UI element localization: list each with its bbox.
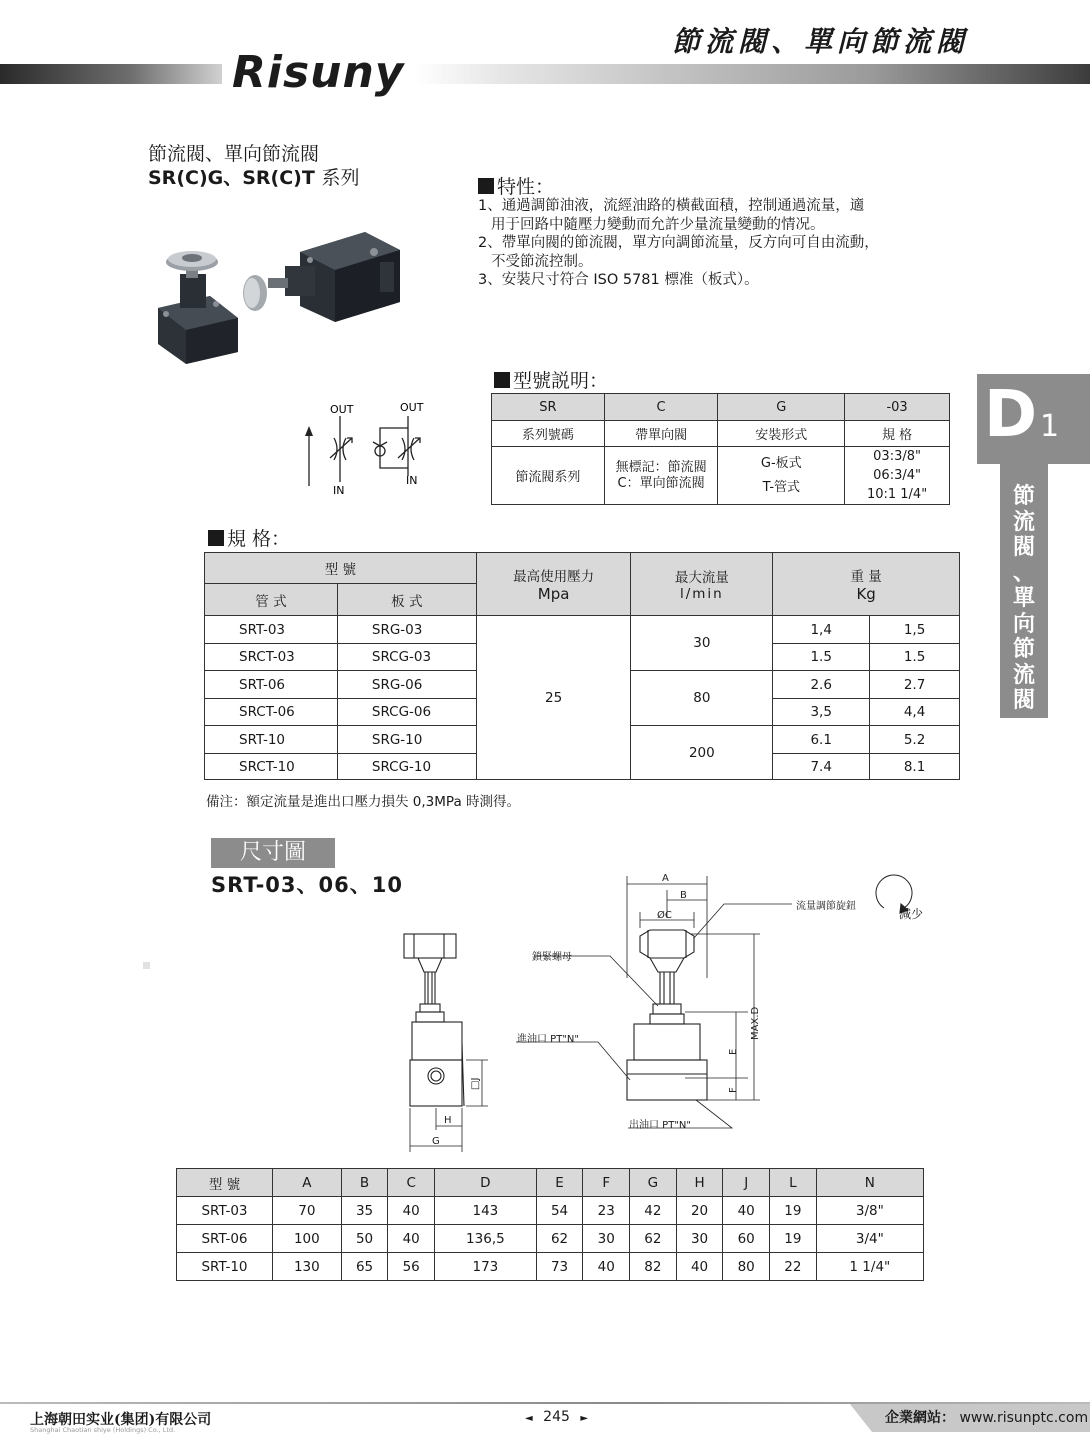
flow-direction-arrow-icon — [305, 426, 313, 486]
cell-weight: 1.5 — [773, 644, 870, 671]
label-cell: 安裝形式 — [718, 421, 845, 447]
tab-char: 單 — [1012, 586, 1035, 611]
product-photo — [150, 222, 410, 367]
table-row — [177, 1253, 924, 1281]
tab-char: 、 — [1012, 560, 1035, 586]
dim-cell: 100 — [273, 1225, 342, 1253]
dim-header-row — [177, 1169, 924, 1197]
dim-cell: 40 — [583, 1253, 630, 1281]
dim-cell: 70 — [273, 1197, 342, 1225]
dim-header-cell: L — [770, 1169, 817, 1197]
header-pressure — [476, 553, 631, 616]
cell-flow: 30 — [631, 616, 773, 671]
side-stem — [416, 972, 444, 1022]
model-label-row — [492, 421, 950, 447]
tab-char: 流 — [1012, 662, 1035, 688]
dim-cell: 3/4" — [816, 1225, 923, 1253]
dim-cell: 62 — [630, 1225, 677, 1253]
valve-large-image — [243, 232, 400, 322]
dim-cell: 30 — [676, 1225, 723, 1253]
symbol-out-right: OUT — [400, 401, 424, 414]
header-line: Mpa — [537, 585, 570, 603]
dim-cell: 82 — [630, 1253, 677, 1281]
header-line: 最高使用壓力 — [513, 569, 595, 585]
cell-pipe: SRT-10 — [205, 726, 338, 754]
cell-flow: 80 — [631, 671, 773, 726]
side-body — [410, 1022, 464, 1106]
dim-cell: 40 — [388, 1225, 435, 1253]
code-cell: -03 — [845, 394, 950, 421]
dim-cell: 50 — [341, 1225, 388, 1253]
series-suffix: 系列 — [321, 167, 360, 189]
features-heading-text: 特性： — [497, 176, 555, 198]
cell-weight: 8.1 — [870, 754, 960, 780]
dim-header-cell: B — [341, 1169, 388, 1197]
front-dimension-lines — [627, 876, 760, 1100]
next-page-icon[interactable]: ► — [580, 1413, 589, 1424]
header-line: 重 量 — [850, 569, 882, 585]
dim-header-cell: A — [273, 1169, 342, 1197]
feature-line: 3、安裝尺寸符合 ISO 5781 標准（板式）。 — [478, 272, 759, 288]
front-knob — [640, 930, 694, 972]
dim-label-f: F — [728, 1087, 739, 1093]
dimension-table — [176, 1168, 924, 1281]
dim-cell: 1 1/4" — [816, 1253, 923, 1281]
cell-weight: 7.4 — [773, 754, 870, 780]
cell-plate: SRCG-06 — [337, 699, 476, 726]
decrease-label: 減少 — [899, 907, 924, 921]
feature-line: 2、帶單向閥的節流閥，單方向調節流量，反方向可自由流動， — [478, 235, 879, 251]
model-code-row — [492, 394, 950, 421]
page-title: 節流閥、單向節流閥 — [672, 25, 970, 58]
dim-cell: 65 — [341, 1253, 388, 1281]
desc-line: T-管式 — [762, 479, 801, 495]
features-list — [478, 197, 918, 290]
cell-pipe: SRCT-06 — [205, 699, 338, 726]
dim-header-cell: C — [388, 1169, 435, 1197]
dim-cell: SRT-10 — [177, 1253, 273, 1281]
feature-item — [478, 234, 918, 271]
dim-cell: SRT-03 — [177, 1197, 273, 1225]
section-letter: D — [984, 378, 1038, 452]
spec-table — [204, 552, 960, 780]
dim-header-cell: H — [676, 1169, 723, 1197]
dim-cell: 73 — [536, 1253, 583, 1281]
footer-company-en: Shanghai Chaotian shiye (Holdings) Co., Ltd. — [30, 1426, 176, 1434]
brand-logo: Risuny — [222, 48, 414, 98]
dimension-subtitle: SRT-03、06、10 — [211, 873, 403, 897]
dim-cell: 19 — [770, 1197, 817, 1225]
header-plate: 板 式 — [337, 584, 476, 616]
dim-cell: 56 — [388, 1253, 435, 1281]
dim-cell: SRT-06 — [177, 1225, 273, 1253]
dim-header-cell: N — [816, 1169, 923, 1197]
dim-cell: 23 — [583, 1197, 630, 1225]
cell-plate: SRG-06 — [337, 671, 476, 699]
header-line: Kg — [856, 585, 876, 603]
cell-plate: SRG-03 — [337, 616, 476, 644]
symbol-in-left: IN — [333, 484, 345, 497]
desc-line: 10:1 1/4" — [866, 487, 928, 502]
table-row — [177, 1197, 924, 1225]
dim-label-j: □J — [470, 1077, 481, 1090]
symbol-out-left: OUT — [330, 403, 354, 416]
inlet-label: 進油口 PT"N" — [517, 1034, 579, 1045]
cell-weight: 2.7 — [870, 671, 960, 699]
model-code-heading-text: 型號説明： — [513, 370, 609, 392]
table-row — [177, 1225, 924, 1253]
label-cell: 系列號碼 — [492, 421, 605, 447]
side-knob — [404, 934, 456, 972]
product-name: 節流閥、單向節流閥 — [148, 143, 320, 165]
feature-line: 用于回路中隨壓力變動而允許少量流量變動的情况。 — [491, 216, 825, 233]
desc-line: G-板式 — [760, 455, 802, 471]
dim-cell: 40 — [676, 1253, 723, 1281]
code-cell: SR — [492, 394, 605, 421]
dim-cell: 42 — [630, 1197, 677, 1225]
header-flow — [631, 553, 773, 616]
valve-small-image — [158, 251, 238, 364]
header-gradient-bar — [0, 64, 1090, 84]
cell-plate: SRCG-10 — [337, 754, 476, 780]
desc-line: C：單向節流閥 — [617, 475, 705, 491]
series-models: SR(C)G、SR(C)T — [148, 167, 315, 189]
cell-weight: 2.6 — [773, 671, 870, 699]
footer-company: 上海朝田实业(集团)有限公司 — [30, 1412, 212, 1428]
heading-square-icon — [494, 372, 510, 388]
cell-weight: 3,5 — [773, 699, 870, 726]
desc-size — [845, 447, 950, 505]
label-cell: 帶單向閥 — [604, 421, 718, 447]
dim-cell: 136,5 — [435, 1225, 537, 1253]
tab-char: 閥 — [1012, 688, 1035, 713]
code-cell: G — [718, 394, 845, 421]
specs-heading — [208, 524, 290, 551]
header-weight — [773, 553, 960, 616]
spec-note: 備注：額定流量是進出口壓力損失 0,3MPa 時測得。 — [206, 794, 521, 810]
feature-line: 1、通過調節油液，流經油路的橫截面積，控制通過流量，適 — [478, 198, 865, 214]
dim-label-g: G — [432, 1136, 440, 1147]
throttle-symbol-icon — [330, 416, 352, 482]
table-row — [205, 616, 960, 644]
section-number: 1 — [1040, 409, 1060, 444]
cell-pipe: SRT-06 — [205, 671, 338, 699]
product-series — [148, 163, 359, 190]
dim-header-cell: J — [723, 1169, 770, 1197]
cell-pipe: SRCT-10 — [205, 754, 338, 780]
model-desc-row — [492, 447, 950, 505]
feature-item — [478, 271, 918, 290]
dimension-tag: 尺寸圖 — [211, 838, 335, 868]
front-view-drawing — [510, 868, 940, 1134]
tab-char: 閥 — [1012, 535, 1035, 560]
cell-weight: 1.5 — [870, 644, 960, 671]
dim-label-b: B — [680, 890, 687, 901]
cell-pressure: 25 — [476, 616, 631, 780]
dim-label-e: E — [728, 1048, 739, 1055]
hydraulic-symbols — [300, 396, 440, 500]
website-label: 企業網站： — [885, 1410, 955, 1426]
tab-char: 節 — [1012, 484, 1035, 509]
decorative-dot — [143, 962, 150, 969]
dim-header-cell: D — [435, 1169, 537, 1197]
desc-check — [604, 447, 718, 505]
cell-weight: 6.1 — [773, 726, 870, 754]
dim-label-a: A — [662, 873, 669, 884]
cell-pipe: SRT-03 — [205, 616, 338, 644]
code-cell: C — [604, 394, 718, 421]
desc-series: 節流閥系列 — [492, 447, 605, 505]
dim-cell: 22 — [770, 1253, 817, 1281]
desc-line: 06:3/4" — [873, 468, 921, 483]
dim-header-cell: 型 號 — [177, 1169, 273, 1197]
tab-char: 流 — [1012, 509, 1035, 535]
dim-label-d: MAX.D — [750, 1006, 761, 1040]
specs-heading-text: 規 格： — [227, 528, 291, 550]
feature-item — [478, 197, 918, 234]
dim-cell: 35 — [341, 1197, 388, 1225]
heading-square-icon — [208, 530, 224, 546]
cell-weight: 1,4 — [773, 616, 870, 644]
dim-cell: 62 — [536, 1225, 583, 1253]
section-vertical-title — [1005, 484, 1043, 714]
dim-cell: 30 — [583, 1225, 630, 1253]
footer-rule — [0, 1402, 1090, 1404]
dim-cell: 40 — [388, 1197, 435, 1225]
outlet-label: 出油口 PT"N" — [629, 1120, 691, 1131]
dim-header-cell: E — [536, 1169, 583, 1197]
desc-line: 03:3/8" — [873, 449, 921, 464]
features-heading — [478, 172, 554, 199]
side-view-drawing — [400, 920, 500, 1152]
dim-cell: 3/8" — [816, 1197, 923, 1225]
dim-cell: 80 — [723, 1253, 770, 1281]
model-code-table — [491, 393, 950, 505]
tab-char: 向 — [1012, 611, 1035, 637]
dim-cell: 60 — [723, 1225, 770, 1253]
feature-line: 不受節流控制。 — [491, 253, 593, 270]
dim-cell: 40 — [723, 1197, 770, 1225]
heading-square-icon — [478, 178, 494, 194]
nut-label: 鎖緊螺母 — [532, 952, 572, 963]
dim-cell: 20 — [676, 1197, 723, 1225]
header-model: 型 號 — [205, 553, 477, 584]
knob-label: 流量調節旋鈕 — [796, 901, 856, 912]
cell-weight: 5.2 — [870, 726, 960, 754]
cell-weight: 4,4 — [870, 699, 960, 726]
page-number: 245 — [543, 1409, 570, 1425]
front-body — [627, 1024, 707, 1100]
footer-pagination — [525, 1409, 588, 1425]
footer-website — [885, 1407, 1088, 1427]
desc-mount — [718, 447, 845, 505]
dim-label-h: H — [444, 1115, 452, 1126]
website-link[interactable]: www.risunptc.com — [959, 1410, 1089, 1426]
dim-header-cell: F — [583, 1169, 630, 1197]
label-cell: 規 格 — [845, 421, 950, 447]
dim-cell: 130 — [273, 1253, 342, 1281]
desc-line: 無標記：節流閥 — [615, 459, 707, 475]
model-code-heading — [494, 366, 608, 393]
dim-cell: 19 — [770, 1225, 817, 1253]
spec-header-row — [205, 553, 960, 584]
cell-pipe: SRCT-03 — [205, 644, 338, 671]
dim-cell: 54 — [536, 1197, 583, 1225]
front-stem — [650, 972, 684, 1024]
cell-plate: SRG-10 — [337, 726, 476, 754]
cell-plate: SRCG-03 — [337, 644, 476, 671]
dim-cell: 173 — [435, 1253, 537, 1281]
symbol-in-right: IN — [406, 474, 418, 487]
dim-header-cell: G — [630, 1169, 677, 1197]
tab-char: 節 — [1012, 637, 1035, 662]
header-pipe: 管 式 — [205, 584, 338, 616]
header-line: l/min — [679, 586, 724, 602]
check-throttle-symbol-icon — [373, 416, 420, 476]
prev-page-icon[interactable]: ◄ — [525, 1413, 533, 1424]
header-line: 最大流量 — [674, 570, 729, 586]
cell-flow: 200 — [631, 726, 773, 780]
dim-label-c: ØC — [657, 910, 672, 921]
dim-cell: 143 — [435, 1197, 537, 1225]
cell-weight: 1,5 — [870, 616, 960, 644]
